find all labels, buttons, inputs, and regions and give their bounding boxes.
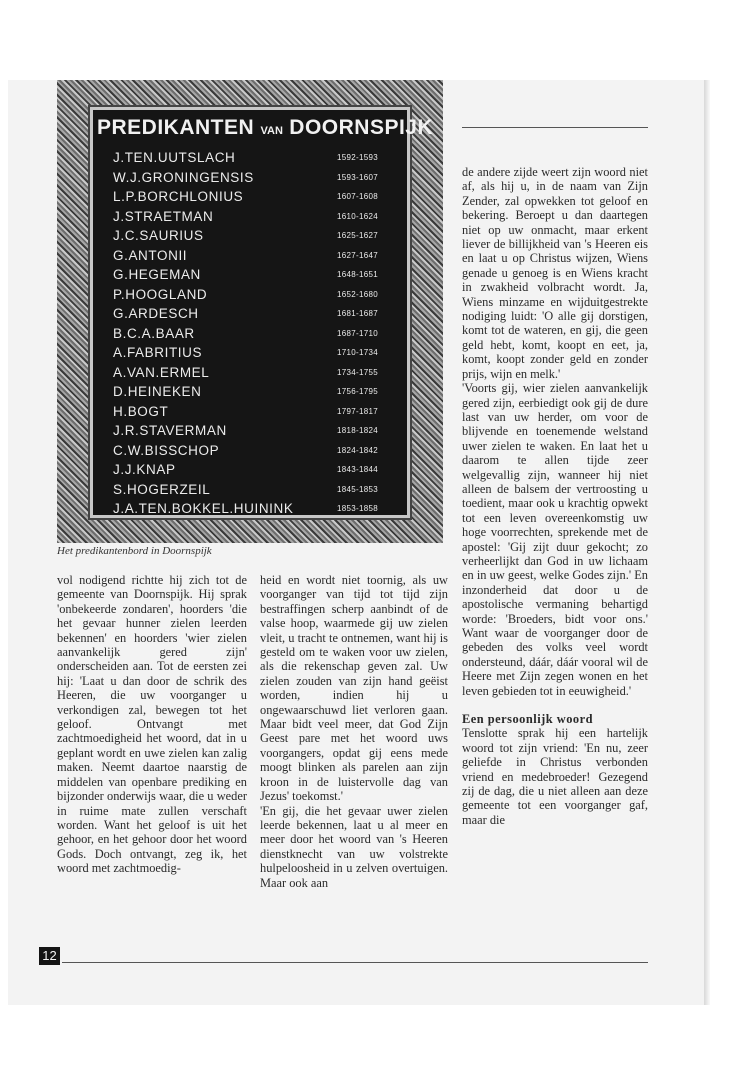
- board-row: [113, 306, 403, 326]
- minister-name: D.HEINEKEN: [113, 384, 202, 399]
- photo-caption: Het predikantenbord in Doornspijk: [57, 545, 212, 557]
- text-column-3: [462, 165, 648, 827]
- minister-years: 1687-1710: [337, 328, 378, 338]
- minister-years: 1843-1844: [337, 465, 378, 474]
- minister-years: 1734-1755: [337, 367, 378, 377]
- paragraph: heid en wordt niet toornig, als uw voorganger van tijd tot tijd zijn bestraffingen scherp aanbindt of de valse hoop, waarmede gij uw zielen vleit, u tracht te ontnemen, want hij is gesteld om te waken voor uw zielen, als die rekenschap geven zal. Uw zielen zouden van zijn hand geëist worden, indien hij u ongewaarschuwd liet verloren gaan. Maar bidt veel meer, dat God Zijn Geest pare met het woord uws voorgangers, opdat gij eens mede moogt blinken als parelen aan zijn kroon in de luistervolle dag van Jezus' toekomst.': [260, 573, 448, 804]
- minister-name: G.HEGEMAN: [113, 267, 201, 282]
- minister-name: J.J.KNAP: [113, 462, 176, 477]
- minister-years: 1607-1608: [337, 192, 378, 201]
- page-number: 12: [39, 947, 60, 965]
- paragraph: 'En gij, die het gevaar uwer zielen leerde bekennen, laat u al meer en meer door het woord van 's Heeren dienstknecht van uw volstrekte hulpeloosheid in u zelven overtuigen. Maar ook aan: [260, 803, 448, 890]
- minister-years: 1652-1680: [337, 289, 378, 299]
- minister-name: W.J.GRONINGENSIS: [113, 169, 254, 185]
- minister-name: J.C.SAURIUS: [113, 228, 204, 243]
- board-row: [113, 462, 403, 482]
- board-title-place: DOORNSPIJK: [289, 116, 434, 139]
- minister-years: 1853-1858: [337, 504, 378, 513]
- minister-name: A.FABRITIUS: [113, 345, 203, 360]
- board-row: [113, 170, 403, 190]
- top-rule: [462, 127, 648, 128]
- board-row: [113, 443, 403, 463]
- minister-name: G.ARDESCH: [113, 306, 199, 321]
- board-row: [113, 404, 403, 424]
- board-row: [113, 501, 403, 521]
- minister-years: 1610-1624: [337, 211, 378, 221]
- minister-years: 1710-1734: [337, 348, 378, 357]
- board-row: [113, 345, 403, 365]
- board-row: [113, 482, 403, 502]
- minister-years: 1797-1817: [337, 406, 378, 416]
- board-title-van: VAN: [260, 125, 283, 137]
- minister-years: 1593-1607: [337, 172, 378, 182]
- minister-name: A.VAN.ERMEL: [113, 364, 210, 380]
- board-row: [113, 365, 403, 385]
- board-row: [113, 384, 403, 404]
- minister-years: 1756-1795: [337, 387, 378, 396]
- minister-years: 1824-1842: [337, 445, 378, 455]
- minister-name: B.C.A.BAAR: [113, 325, 195, 341]
- minister-years: 1627-1647: [337, 250, 378, 260]
- minister-years: 1845-1853: [337, 484, 378, 494]
- board-row: [113, 209, 403, 229]
- minister-name: P.HOOGLAND: [113, 286, 208, 302]
- minister-name: C.W.BISSCHOP: [113, 442, 220, 458]
- board-panel: [93, 110, 434, 516]
- board-title: [97, 116, 434, 140]
- minister-years: 1818-1824: [337, 426, 378, 435]
- paragraph: vol nodigend richtte hij zich tot de gemeente van Doornspijk. Hij sprak 'onbekeerde zondaren', hoorders 'die het gevaar hunner zielen leerden bekennen' en hoorders 'wier zielen aanvankelijk gered zijn' onderscheiden aan. Tot de eersten zei hij: 'Laat u dan door de schrik des Heeren, die uw voorganger u verkondigen zal, bewegen tot het geloof. Ontvangt met zachtmoedigheid het woord, dat in u geplant wordt en uwe zielen kan zalig maken. Neemt daartoe naarstig de middelen van openbare prediking en bijzonder onderwijs waar, die u weder in ruime mate zullen verschaft worden. Want het geloof is uit het gehoor, en het gehoor door het woord Gods. Doch ontvangt, zeg ik, het woord met zachtmoedig-: [57, 573, 247, 876]
- minister-name: J.TEN.UUTSLACH: [113, 150, 236, 165]
- board-row: [113, 423, 403, 443]
- board-row: [113, 228, 403, 248]
- text-column-1: [57, 573, 247, 876]
- board-row: [113, 267, 403, 287]
- minister-years: 1592-1593: [337, 153, 378, 162]
- board-row: [113, 326, 403, 346]
- minister-name: L.P.BORCHLONIUS: [113, 189, 244, 204]
- paragraph: de andere zijde weert zijn woord niet af, als hij u, in de naam van Zijn Zender, zal opwekken tot geloof en bekering. Beroept u dan daartegen niet op uw onmacht, maar erkent liever de billijkheid van 's Heeren eis en laat u op Christus wijzen, Wiens genade u genoeg is en Wiens kracht in zwakheid volbracht wordt. Ja, Wiens minzame en wijduitgestrekte nodiging luidt: 'O alle gij dorstigen, komt tot de wateren, en gij, die geen geld hebt, komt, koopt en eet, ja, komt, koopt zonder geld en zonder prijs, wijn en melk.': [462, 165, 648, 381]
- minister-name: H.BOGT: [113, 403, 169, 419]
- minister-years: 1625-1627: [337, 231, 378, 240]
- board-title-main: PREDIKANTEN: [97, 116, 255, 139]
- paragraph: 'Voorts gij, wier zielen aanvankelijk gered zijn, eerbiedigt ook gij de dure last van uw herder, om voor de blijvende en toenemende welstand uwer zielen te waken. En laat het u daarom te allen tijde zeer welgevallig zijn, wanneer hij niet alleen de balsem der vertroosting u toedient, maar ook u krachtig opwekt tot een leven overeenkomstig uw hoge voorrechten, sprekende met de apostel: 'Gij zijt duur gekocht; zo verheerlijkt dan God in uw lichaam en in uw geest, welke Godes zijn.' En inzonderheid dat door u de apostolische vermaning behartigd worde: 'Broeders, bidt voor ons.' Want waar de voorganger door de gebeden des volks veel wordt ondersteund, dáár, dáár vooral wil de Heere met Zijn zegen wonen en het leven gebieden tot in eeuwigheid.': [462, 381, 648, 698]
- predikantenbord-photo: [57, 80, 443, 543]
- minister-name: S.HOGERZEIL: [113, 481, 211, 497]
- minister-years: 1681-1687: [337, 309, 378, 318]
- board-row: [113, 150, 403, 170]
- board-row: [113, 248, 403, 268]
- page-edge-shadow: [704, 80, 710, 1005]
- text-column-2: [260, 573, 448, 890]
- board-row: [113, 287, 403, 307]
- minister-name: J.STRAETMAN: [113, 208, 214, 224]
- minister-years: 1648-1651: [337, 270, 378, 279]
- minister-name: J.A.TEN.BOKKEL.HUININK: [113, 501, 294, 516]
- board-row: [113, 189, 403, 209]
- footer-rule: [62, 962, 648, 963]
- paragraph: Tenslotte sprak hij een hartelijk woord tot zijn vriend: 'En nu, zeer geliefde in Christus verbonden vriend en medebroeder! Gezegend zij de dag, die u niet alleen aan deze gemeente tot een voorganger gaf, maar die: [462, 726, 648, 827]
- section-heading: Een persoonlijk woord: [462, 712, 593, 727]
- minister-name: J.R.STAVERMAN: [113, 423, 227, 438]
- minister-name: G.ANTONII: [113, 247, 188, 263]
